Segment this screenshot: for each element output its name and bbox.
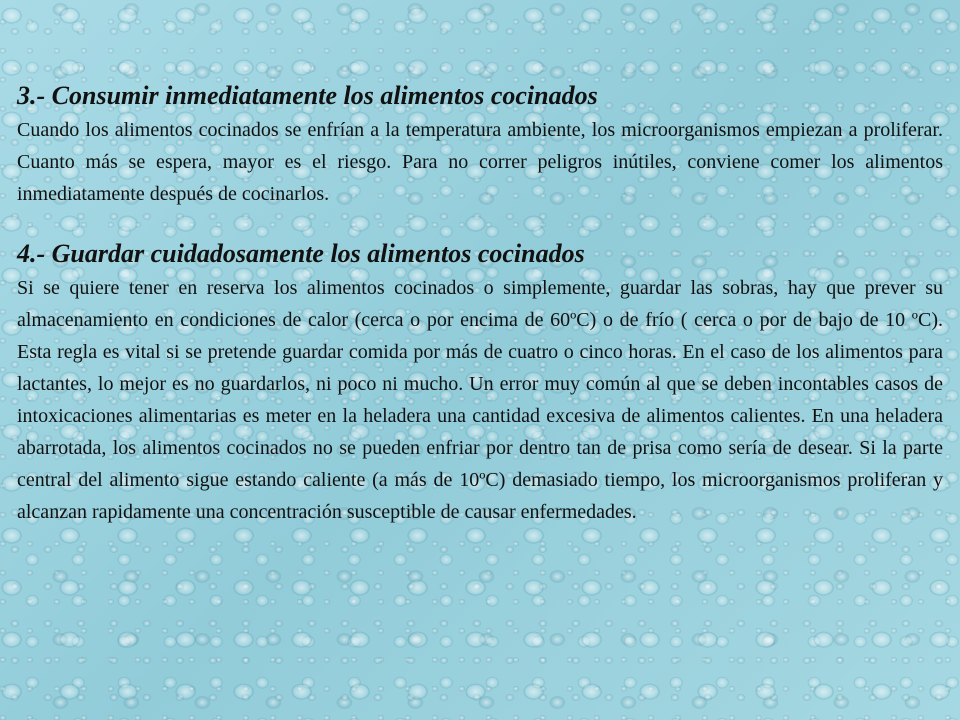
section-4-heading: 4.- Guardar cuidadosamente los alimentos cocinados — [17, 239, 585, 268]
section-3-heading: 3.- Consumir inmediatamente los alimentos cocinados — [17, 81, 598, 110]
slide-content — [17, 78, 943, 528]
section-4-body: Si se quiere tener en reserva los alimentos cocinados o simplemente, guardar las sobras, hay que prever su almacenamiento en condiciones de calor (cerca o por encima de 60ºC) o de frío ( cerca o por de bajo de 10 ºC). Esta regla es vital si se pretende guardar comida por más de cuatro o cinco horas. En el caso de los alimentos para lactantes, lo mejor es no guardarlos, ni poco ni mucho. Un error muy común al que se deben incontables casos de intoxicaciones alimentarias es meter en la heladera una cantidad excesiva de alimentos calientes. En una heladera abarrotada, los alimentos cocinados no se pueden enfriar por dentro tan de prisa como sería de desear. Si la parte central del alimento sigue estando caliente (a más de 10ºC) demasiado tiempo, los microorganismos proliferan y alcanzan rapidamente una concentración susceptible de causar enfermedades. — [17, 277, 943, 523]
section-3-body: Cuando los alimentos cocinados se enfrían a la temperatura ambiente, los microorganismos empiezan a proliferar. Cuanto más se espera, mayor es el riesgo. Para no correr peligros inútiles, conviene comer los alimentos inmediatamente después de cocinarlos. — [17, 119, 943, 205]
section-divider-gap — [17, 210, 943, 236]
